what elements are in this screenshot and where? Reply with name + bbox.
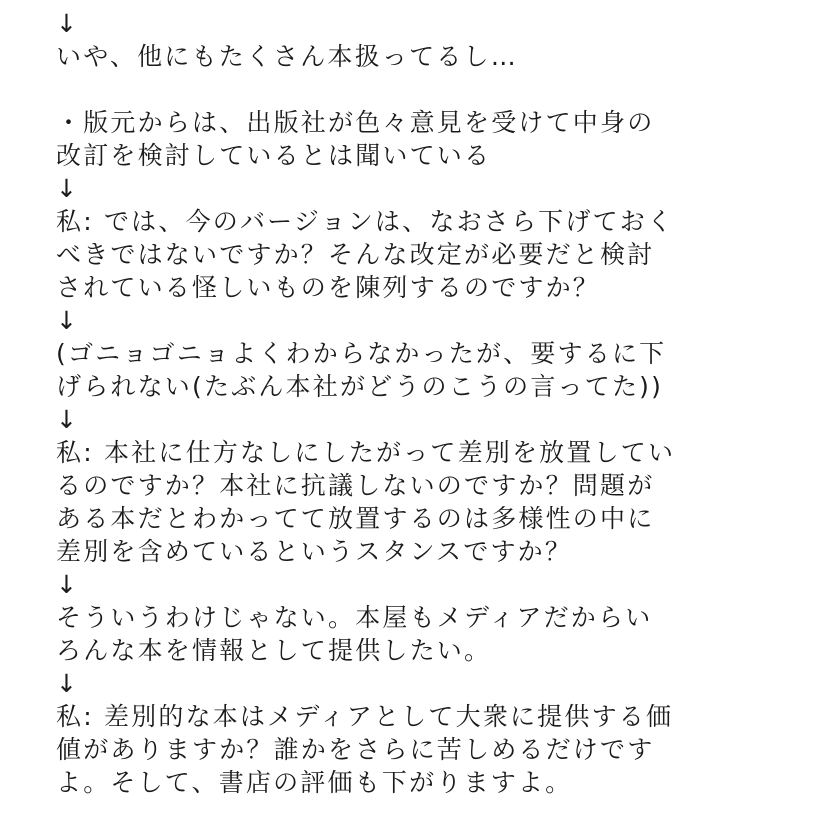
text-line: げられない(たぶん本社がどうのこうの言ってた)) xyxy=(56,372,664,401)
arrow-line: ↓ xyxy=(56,174,80,203)
text-line: いや、他にもたくさん本扱ってるし… xyxy=(56,42,518,71)
text-line: べきではないですか？そんな改定が必要だと検討 xyxy=(56,240,655,269)
text-line: ・版元からは、出版社が色々意見を受けて中身の xyxy=(56,108,655,137)
text-line: 改訂を検討しているとは聞いている xyxy=(56,141,492,170)
text-line: 私: 差別的な本はメディアとして大衆に提供する価 xyxy=(56,702,674,731)
blank-line xyxy=(56,73,786,106)
arrow-line: ↓ xyxy=(56,306,80,335)
text-line: 私: 本社に仕方なしにしたがって差別を放置してい xyxy=(56,438,676,467)
cut-off-line xyxy=(56,0,786,7)
text-line: ある本だとわかってて放置するのは多様性の中に xyxy=(56,504,655,533)
text-line: 値がありますか？誰かをさらに苦しめるだけです xyxy=(56,735,655,764)
text-line: るのですか？本社に抗議しないのですか？問題が xyxy=(56,471,655,500)
document-body xyxy=(56,0,786,799)
text-line: されている怪しいものを陳列するのですか？ xyxy=(56,273,601,302)
text-line: 差別を含めているというスタンスですか？ xyxy=(56,537,573,566)
text-line: よ。そして、書店の評価も下がりますよ。 xyxy=(56,768,573,797)
text-line: ろんな本を情報として提供したい。 xyxy=(56,636,492,665)
arrow-line: ↓ xyxy=(56,9,80,38)
arrow-line: ↓ xyxy=(56,405,80,434)
text-line: (ゴニョゴニョよくわからなかったが、要するに下 xyxy=(56,339,667,368)
text-line: そういうわけじゃない。本屋もメディアだからい xyxy=(56,603,653,632)
arrow-line: ↓ xyxy=(56,570,80,599)
arrow-line: ↓ xyxy=(56,669,80,698)
text-line: 私: では、今のバージョンは、なおさら下げておく xyxy=(56,207,675,236)
